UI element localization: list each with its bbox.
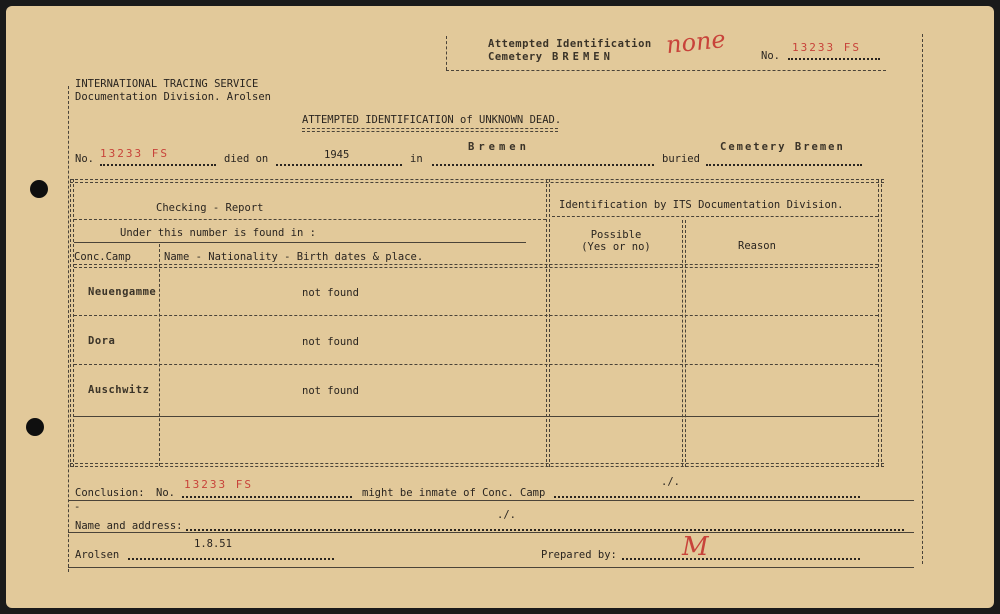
stamp-left-border [446,36,447,70]
row3-result: not found [302,385,359,397]
prepared-signature: M [682,532,709,562]
body-right-border [922,34,923,564]
document-card [6,6,994,608]
inmate-label: might be inmate of Conc. Camp [362,487,546,499]
table-bottom-border [70,463,884,467]
col-reason-header: Reason [738,240,776,252]
place-label: Arolsen [75,549,120,561]
bottom-rule [68,567,914,568]
col-camp-header: Conc.Camp [74,251,131,263]
inmate-dots [554,496,860,498]
record-no-label: No. [75,153,94,165]
title-underline [302,128,558,132]
conclusion-label: Conclusion: [75,487,145,499]
row3-rule [74,416,878,417]
conclusion-rule [68,500,914,501]
buried-value: Cemetery Bremen [720,141,845,153]
row1-result: not found [302,287,359,299]
name-address-dots [186,529,904,531]
conclusion-no-label: No. [156,487,175,499]
inmate-value: ./. [661,476,680,488]
table-right-border [878,179,882,467]
punch-hole-top [30,180,48,198]
died-label: died on [224,153,269,165]
checking-report-heading: Checking - Report [156,202,264,214]
subheading-rule [74,242,526,243]
conclusion-no-value: 13233 FS [184,478,253,491]
heading-rule-right [552,216,878,217]
table-center-divider [546,179,550,467]
reason-divider [682,220,686,467]
dash-mark: - [74,501,81,513]
stamp-bottom-border [446,70,886,71]
identification-heading: Identification by ITS Documentation Division. [559,199,844,211]
row1-camp: Neuengamme [88,286,157,298]
prepared-label: Prepared by: [541,549,617,561]
died-value: 1945 [324,149,350,161]
stamp-city: BREMEN [552,51,614,63]
found-in-subheading: Under this number is found in : [120,227,316,239]
col-name-header: Name - Nationality - Birth dates & place. [164,251,424,263]
in-label: in [410,153,423,165]
place-value: Bremen [468,141,530,153]
died-dots [276,164,402,166]
division-name: Documentation Division. Arolsen [75,91,271,103]
stamp-no-dots [788,58,880,60]
record-no-value: 13233 FS [100,147,169,160]
stamp-line1: Attempted Identification [488,38,652,50]
col-possible-header: Possible (Yes or no) [581,229,651,253]
table-left-border [70,179,74,467]
row2-camp: Dora [88,335,116,347]
row3-camp: Auschwitz [88,384,150,396]
prepared-dots [622,558,860,560]
buried-label: buried [662,153,700,165]
place-dots [432,164,654,166]
conclusion-no-dots [182,496,352,498]
org-name: INTERNATIONAL TRACING SERVICE [75,78,259,90]
table-top-border [70,179,884,183]
buried-dots [706,164,862,166]
stamp-handwritten-none: none [664,24,727,60]
row2-rule [74,364,878,365]
document-title: ATTEMPTED IDENTIFICATION of UNKNOWN DEAD. [302,114,562,126]
name-address-value: ./. [497,509,516,521]
record-no-dots [100,164,216,166]
date-dots [128,558,334,560]
row1-rule [74,315,878,316]
row2-result: not found [302,336,359,348]
header-bottom-rule [74,264,878,268]
punch-hole-bottom [26,418,44,436]
stamp-no-label: No. [761,50,780,62]
camp-divider [159,244,160,466]
heading-rule-left [74,219,546,220]
stamp-no-value: 13233 FS [792,41,861,54]
name-address-rule [68,532,914,533]
stamp-cemetery: Cemetery [488,51,543,63]
name-address-label: Name and address: [75,520,183,532]
date-value: 1.8.51 [194,538,232,550]
